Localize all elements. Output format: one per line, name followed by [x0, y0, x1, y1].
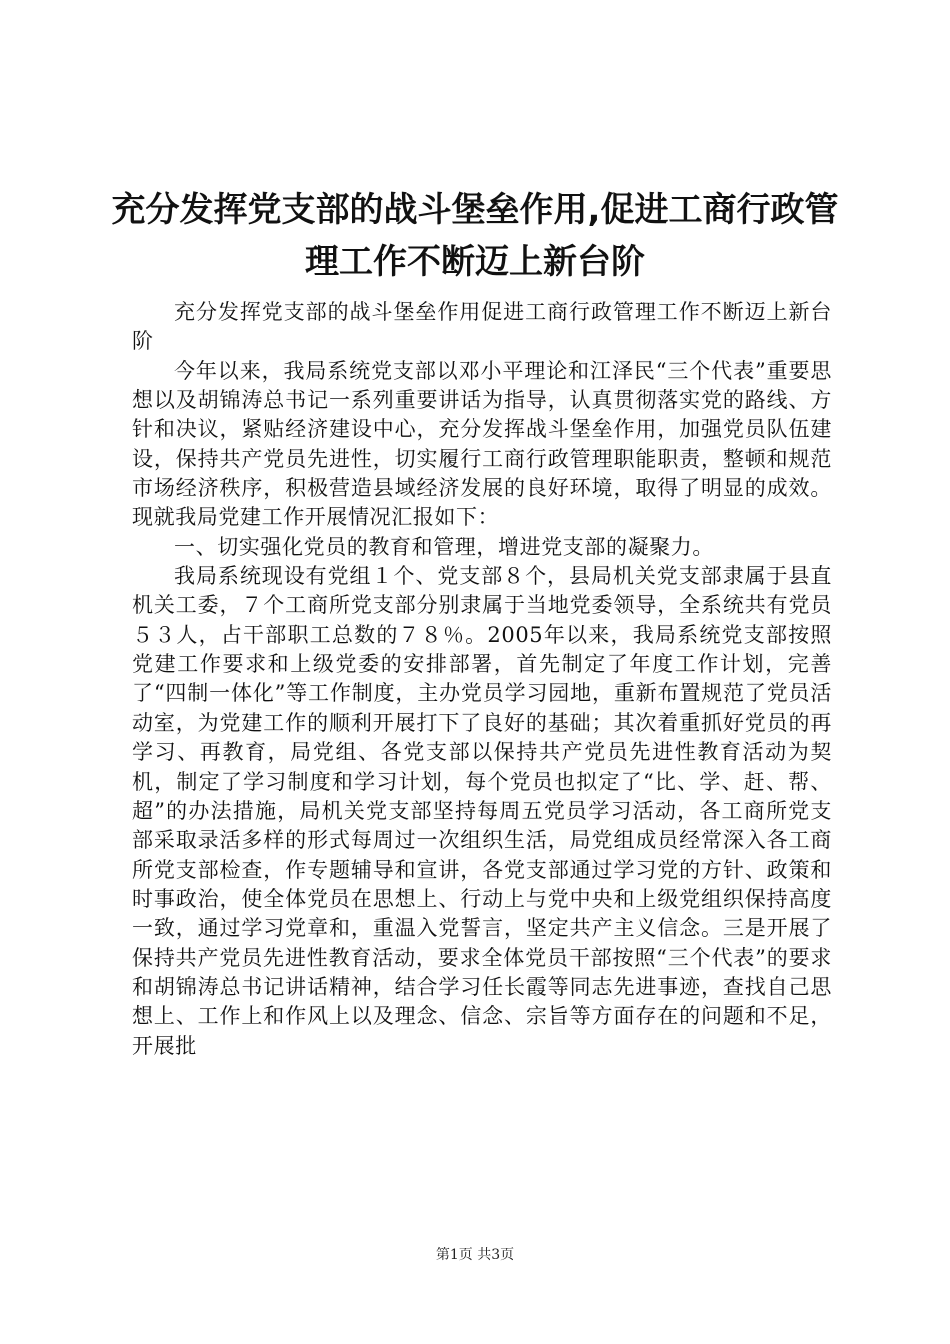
- page-footer: 第1页 共3页: [435, 1247, 515, 1263]
- paragraph-subtitle: 充分发挥党支部的战斗堡垒作用促进工商行政管理工作不断迈上新台阶: [132, 300, 832, 354]
- document-body: [132, 298, 832, 1061]
- section-heading: 一、切实强化党员的教育和管理，增进党支部的凝聚力。: [174, 534, 714, 559]
- document-title: 充分发挥党支部的战斗堡垒作用,促进工商行政管理工作不断迈上新台阶: [111, 190, 839, 282]
- paragraph-intro: 今年以来，我局系统党支部以邓小平理论和江泽民“三个代表”重要思想以及胡锦涛总书记一系列重要讲话为指导，认真贯彻落实党的路线、方针和决议，紧贴经济建设中心，充分发挥战斗堡垒作用，加强党员队伍建设，保持共产党员先进性，切实履行工商行政管理职能职责，整顿和规范市场经济秩序，积极营造县域经济发展的良好环境，取得了明显的成效。现就我局党建工作开展情况汇报如下：: [132, 358, 832, 530]
- paragraph-section-body: 我局系统现设有党组１个、党支部８个，县局机关党支部隶属于县直机关工委，７个工商所党支部分别隶属于当地党委领导，全系统共有党员５３人，占干部职工总数的７８％。2005年以来，我局系统党支部按照党建工作要求和上级党委的安排部署，首先制定了年度工作计划，完善了“四制一体化”等工作制度，主办党员学习园地，重新布置规范了党员活动室，为党建工作的顺利开展打下了良好的基础；其次着重抓好党员的再学习、再教育，局党组、各党支部以保持共产党员先进性教育活动为契机，制定了学习制度和学习计划，每个党员也拟定了“比、学、赶、帮、超”的办法措施，局机关党支部坚持每周五党员学习活动，各工商所党支部采取录活多样的形式每周过一次组织生活，局党组成员经常深入各工商所党支部检查，作专题辅导和宣讲，各党支部通过学习党的方针、政策和时事政治，使全体党员在思想上、行动上与党中央和上级党组织保持高度一致，通过学习党章和，重温入党誓言，坚定共产主义信念。三是开展了保持共产党员先进性教育活动，要求全体党员干部按照“三个代表”的要求和胡锦涛总书记讲话精神，结合学习任长霞等同志先进事迹，查找自己思想上、工作上和作风上以及理念、信念、宗旨等方面存在的问题和不足，开展批: [132, 564, 832, 1058]
